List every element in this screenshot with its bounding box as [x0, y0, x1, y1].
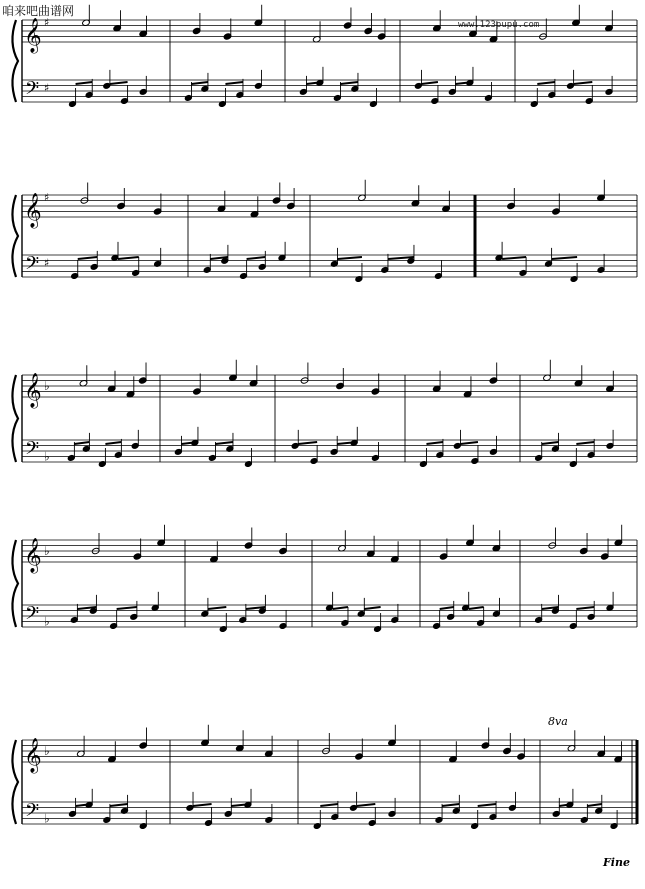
beam: [426, 442, 442, 444]
flat-sign: ♭: [44, 449, 50, 464]
beam: [117, 607, 137, 609]
beam: [225, 82, 243, 84]
beam: [333, 607, 348, 609]
system-brace: [12, 195, 18, 277]
ottava-mark: 8va: [548, 715, 568, 728]
beam: [574, 82, 593, 84]
beam: [587, 804, 601, 806]
beam: [105, 442, 121, 444]
beam: [469, 607, 484, 609]
treble-clef: 𝄞: [24, 738, 42, 773]
treble-clef: 𝄞: [24, 538, 42, 573]
beam: [208, 607, 226, 609]
beam: [215, 442, 233, 444]
beam: [110, 804, 128, 806]
flat-sign: ♭: [44, 744, 50, 758]
beam: [320, 804, 338, 806]
system-3: [12, 360, 637, 468]
system-brace: [12, 375, 18, 462]
sharp-sign: ♯: [44, 81, 50, 95]
score-systems: [12, 5, 637, 830]
fine-mark: Fine: [603, 856, 630, 869]
site-watermark: 咱来吧曲谱网: [2, 4, 75, 18]
beam: [502, 257, 526, 259]
beam: [460, 442, 478, 444]
system-4: [12, 525, 637, 633]
beam: [576, 607, 594, 609]
bass-clef: 𝄢: [25, 603, 40, 629]
flat-sign: ♭: [44, 614, 50, 629]
treble-clef: 𝄞: [24, 18, 42, 53]
beam: [193, 804, 212, 806]
beam: [364, 607, 380, 609]
treble-staff: [22, 191, 637, 229]
beam: [74, 442, 89, 444]
flat-sign: ♭: [44, 379, 50, 393]
beam: [552, 257, 578, 259]
beam: [337, 257, 361, 259]
treble-staff: [22, 538, 637, 574]
beam: [191, 82, 207, 84]
sharp-sign: ♯: [44, 16, 50, 30]
bass-clef: 𝄢: [25, 78, 40, 104]
system-brace: [12, 740, 18, 824]
sharp-sign: ♯: [44, 256, 50, 270]
beam: [118, 257, 139, 259]
treble-clef: 𝄞: [24, 373, 42, 408]
system-5: [12, 725, 637, 830]
beam: [576, 442, 594, 444]
bass-clef: 𝄢: [25, 800, 40, 826]
bass-clef: 𝄢: [25, 253, 40, 279]
beam: [110, 82, 128, 84]
treble-staff: [22, 373, 637, 409]
beam: [76, 82, 93, 84]
treble-clef: 𝄞: [24, 193, 42, 228]
beam: [478, 804, 496, 806]
beam: [421, 82, 437, 84]
system-1: [12, 5, 637, 108]
beam: [357, 804, 376, 806]
beam: [298, 442, 317, 444]
sharp-sign: ♯: [44, 191, 50, 205]
system-2: [12, 180, 637, 283]
beam: [537, 82, 555, 84]
system-brace: [12, 540, 18, 627]
flat-sign: ♭: [44, 544, 50, 558]
beam: [340, 82, 358, 84]
beam: [78, 257, 98, 259]
system-brace: [12, 20, 18, 102]
flat-sign: ♭: [44, 811, 50, 826]
beam: [440, 607, 454, 609]
site-url-watermark: www.123pupu.com: [458, 20, 540, 30]
treble-staff: [22, 16, 637, 54]
beam: [247, 257, 266, 259]
bass-clef: 𝄢: [25, 438, 40, 464]
beam: [542, 442, 559, 444]
beam: [442, 804, 459, 806]
